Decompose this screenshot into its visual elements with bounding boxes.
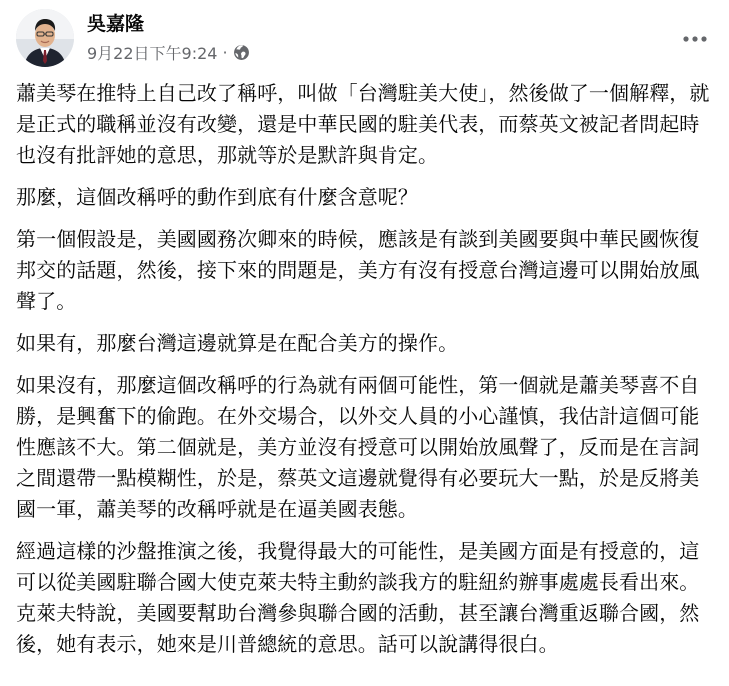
author-name[interactable]: 吳嘉隆	[87, 13, 145, 35]
post-header	[16, 9, 713, 65]
globe-icon[interactable]	[233, 44, 250, 61]
post-paragraph-5: 如果沒有，那麼這個改稱呼的行為就有兩個可能性，第一個就是蕭美琴喜不自勝，是興奮下的偷跑。在外交場合，以外交人員的小心謹慎，我估計這個可能性應該不大。第二個就是，美方並沒有授意可以開始放風聲了，反而是在言詞之間還帶一點模糊性，於是，蔡英文這邊就覺得有必要玩大一點，於是反將美國一軍，蕭美琴的改稱呼就是在逼美國表態。	[16, 373, 700, 521]
more-options-button[interactable]	[677, 21, 713, 57]
more-dots-icon	[683, 36, 707, 42]
meta-separator: ·	[222, 42, 228, 62]
post-paragraph-4: 如果有，那麼台灣這邊就算是在配合美方的操作。	[16, 331, 459, 355]
post-paragraph-1: 蕭美琴在推特上自己改了稱呼，叫做「台灣駐美大使」，然後做了一個解釋，就是正式的職稱並沒有改變，還是中華民國的駐美代表，而蔡英文被記者問起時也沒有批評她的意思，那就等於是默許與肯定。	[16, 81, 710, 167]
post-paragraph-3: 第一個假設是，美國國務次卿來的時候，應該是有談到美國要與中華民國恢復邦交的話題，然後，接下來的問題是，美方有沒有授意台灣這邊可以開始放風聲了。	[16, 227, 700, 313]
author-avatar[interactable]	[16, 9, 74, 67]
post-paragraph-2: 那麼，這個改稱呼的動作到底有什麼含意呢？	[16, 185, 418, 209]
post-paragraph-6: 經過這樣的沙盤推演之後，我覺得最大的可能性，是美國方面是有授意的，這可以從美國駐聯合國大使克萊夫特主動約談我方的駐紐約辦事處處長看出來。克萊夫特說，美國要幫助台灣參與聯合國的活動，甚至讓台灣重返聯合國，然後，她有表示，她來是川普總統的意思。話可以說講得很白。	[16, 539, 700, 656]
post-body	[16, 78, 716, 671]
post-timestamp[interactable]: 9月22日下午9:24	[87, 43, 218, 63]
post-meta	[87, 41, 250, 63]
avatar-portrait-icon	[16, 9, 74, 67]
